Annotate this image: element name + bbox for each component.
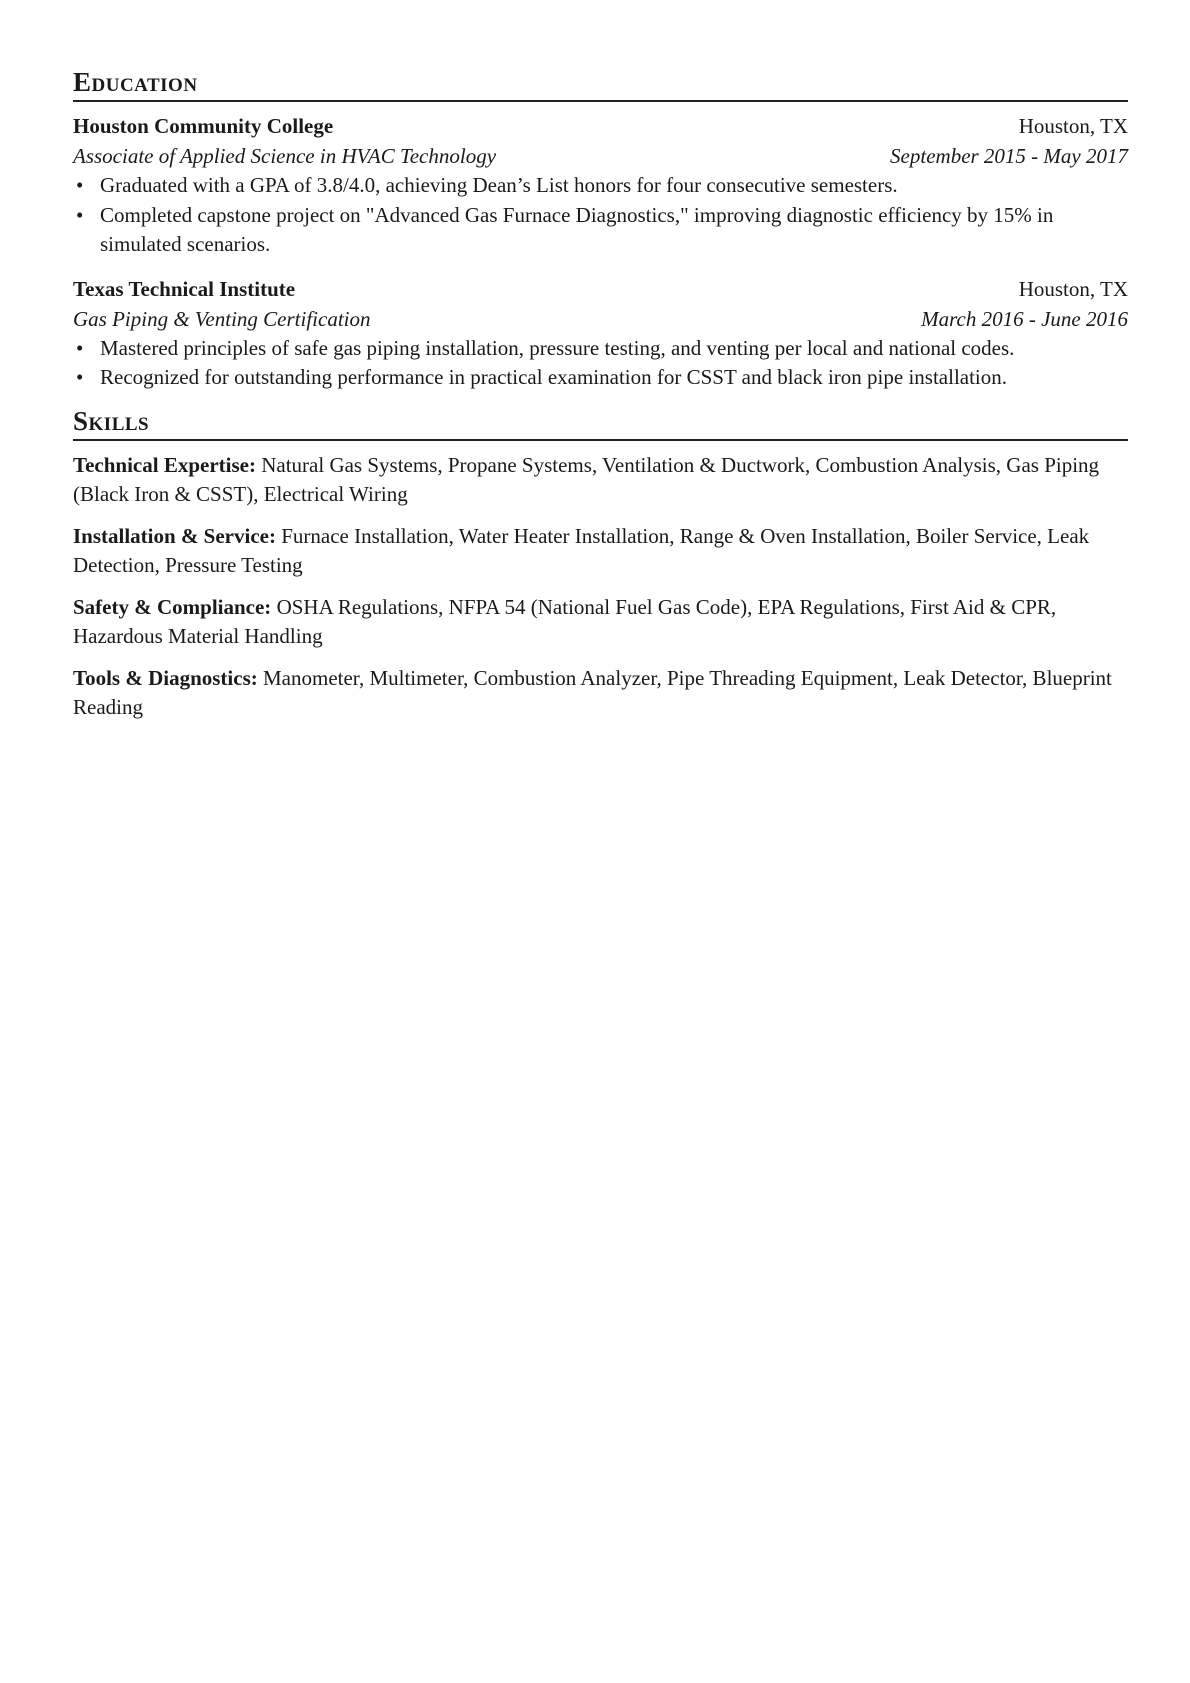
skill-label: Safety & Compliance: bbox=[73, 594, 272, 619]
bullet-item: • Graduated with a GPA of 3.8/4.0, achieving Dean’s List honors for four consecutive semesters. bbox=[100, 171, 1128, 201]
skills-heading: Skills bbox=[73, 405, 150, 436]
education-bullets bbox=[73, 334, 1128, 393]
school-location: Houston, TX bbox=[1018, 114, 1128, 138]
skill-text: Manometer, Multimeter, Combustion Analyzer, Pipe Threading Equipment, Leak Detector, Blueprint Reading bbox=[73, 665, 1112, 719]
bullet-item: • Recognized for outstanding performance in practical examination for CSST and black iron pipe installation. bbox=[100, 363, 1128, 393]
skill-text: Furnace Installation, Water Heater Installation, Range & Oven Installation, Boiler Service, Leak Detection, Pressure Testing bbox=[73, 523, 1090, 577]
education-entry-subheader bbox=[73, 304, 1128, 334]
education-divider bbox=[73, 100, 1128, 102]
skill-line bbox=[73, 593, 1128, 652]
education-entry-header bbox=[73, 274, 1128, 304]
degree-name: Associate of Applied Science in HVAC Technology bbox=[73, 144, 497, 168]
degree-name: Gas Piping & Venting Certification bbox=[73, 306, 371, 331]
skill-line bbox=[73, 522, 1128, 581]
skill-label: Tools & Diagnostics: bbox=[73, 665, 258, 690]
education-bullets bbox=[73, 171, 1128, 260]
skill-text: OSHA Regulations, NFPA 54 (National Fuel Gas Code), EPA Regulations, First Aid & CPR, Hazardous Material Handling bbox=[73, 594, 1057, 648]
resume-page bbox=[73, 0, 1128, 735]
education-entry-subheader bbox=[73, 141, 1128, 171]
school-name: Houston Community College bbox=[73, 114, 334, 138]
skill-label: Technical Expertise: bbox=[73, 452, 256, 477]
education-dates: March 2016 - June 2016 bbox=[921, 306, 1128, 331]
bullet-item: • Mastered principles of safe gas piping installation, pressure testing, and venting per local and national codes. bbox=[100, 334, 1128, 364]
skill-line bbox=[73, 664, 1128, 723]
school-location: Houston, TX bbox=[1018, 276, 1128, 301]
education-entry-header bbox=[73, 111, 1128, 141]
skills-divider bbox=[73, 439, 1128, 441]
school-name: Texas Technical Institute bbox=[73, 276, 296, 301]
education-entry bbox=[73, 111, 1128, 260]
skills-list bbox=[73, 451, 1128, 723]
skill-line bbox=[73, 451, 1128, 510]
education-entry bbox=[73, 274, 1128, 393]
skill-label: Installation & Service: bbox=[73, 523, 276, 548]
education-dates: September 2015 - May 2017 bbox=[890, 144, 1128, 168]
education-heading: Education bbox=[73, 67, 198, 97]
bullet-item: • Completed capstone project on "Advanced Gas Furnace Diagnostics," improving diagnostic efficiency by 15% in simulated scenarios. bbox=[100, 201, 1128, 260]
skill-text: Natural Gas Systems, Propane Systems, Ventilation & Ductwork, Combustion Analysis, Gas Piping (Black Iron & CSST), Electrical Wiring bbox=[73, 452, 1100, 506]
